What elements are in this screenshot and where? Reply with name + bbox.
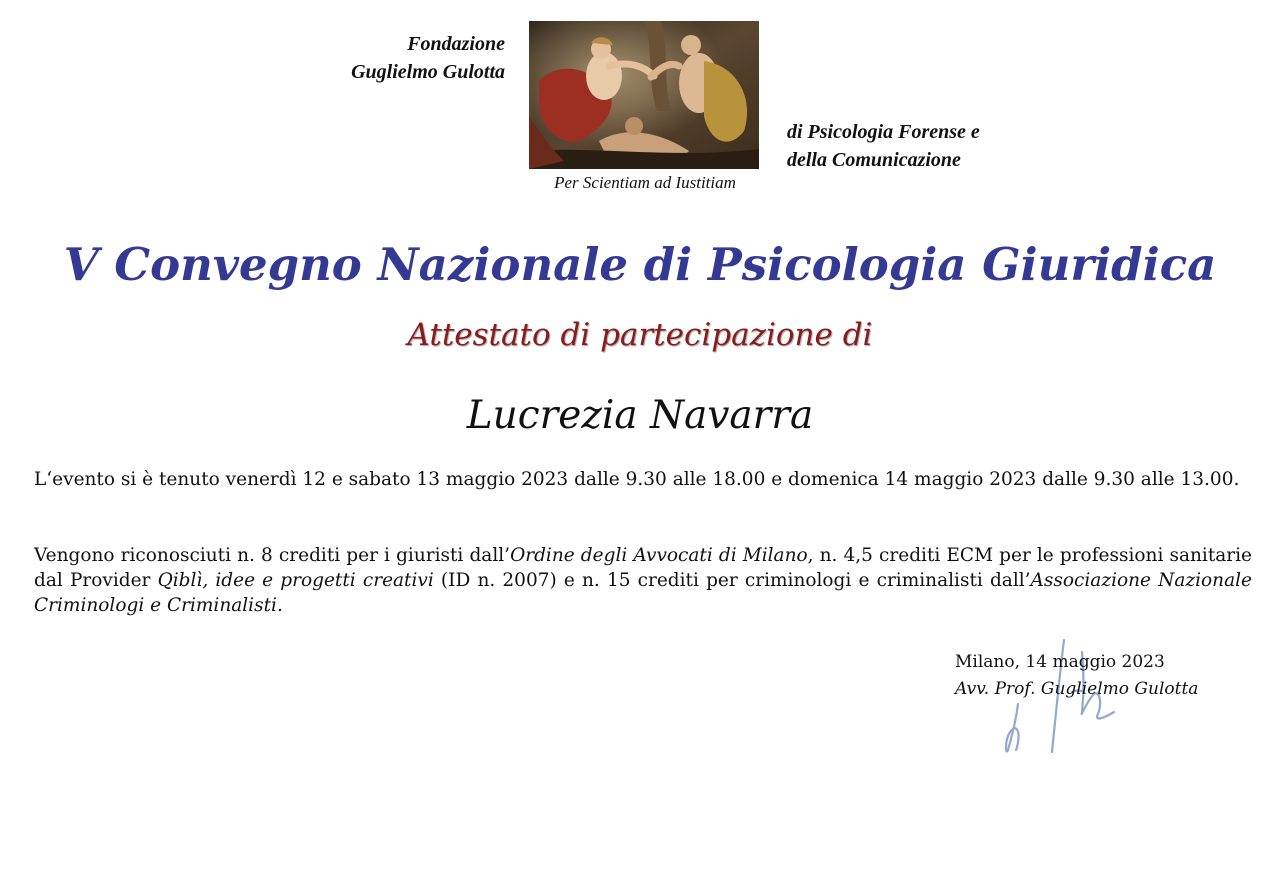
painting-image [529, 21, 759, 169]
foundation-motto: Per Scientiam ad Iustitiam [554, 173, 736, 192]
credits-paragraph [34, 543, 1252, 618]
criminologists-association-name: Associazione Nazionale Criminologi e Criminalisti. [34, 570, 1252, 616]
credits-text-c: , n. 4,5 crediti ECM per le professioni sanitarie dal Provider [34, 545, 1253, 591]
event-dates-paragraph: L‘evento si è tenuto venerdì 12 e sabato 13 maggio 2023 dalle 9.30 alle 18.00 e domenica 14 maggio 2023 dalle 9.30 alle 13.00. [34, 469, 1240, 490]
foundation-name-line1: Fondazione [407, 33, 505, 55]
provider-name: Qiblì, idee e progetti creativi [157, 570, 434, 591]
foundation-name-line4: della Comunicazione [787, 149, 961, 171]
foundation-name-line3: di Psicologia Forense e [787, 121, 980, 143]
credits-text-a: Vengono riconosciuti n. 8 crediti per i giuristi dall’ [34, 545, 511, 566]
certificate-subtitle: Attestato di partecipazione di [407, 317, 873, 353]
signer-name: Avv. Prof. Guglielmo Gulotta [955, 679, 1199, 699]
classical-painting-emblem [529, 21, 759, 169]
foundation-name-left [300, 30, 505, 86]
certificate-title: V Convegno Nazionale di Psicologia Giuridica [63, 238, 1217, 291]
signature-block [955, 649, 1255, 703]
credits-text-e: (ID n. 2007) e n. 15 crediti per criminologi e criminalisti dall’ [433, 570, 1031, 591]
recipient-name: Lucrezia Navarra [466, 393, 814, 438]
foundation-name-line2: Guglielmo Gulotta [351, 61, 505, 83]
bar-association-name: Ordine degli Avvocati di Milano [510, 545, 808, 566]
foundation-name-right [787, 118, 1087, 174]
signature-place-date: Milano, 14 maggio 2023 [955, 652, 1165, 672]
